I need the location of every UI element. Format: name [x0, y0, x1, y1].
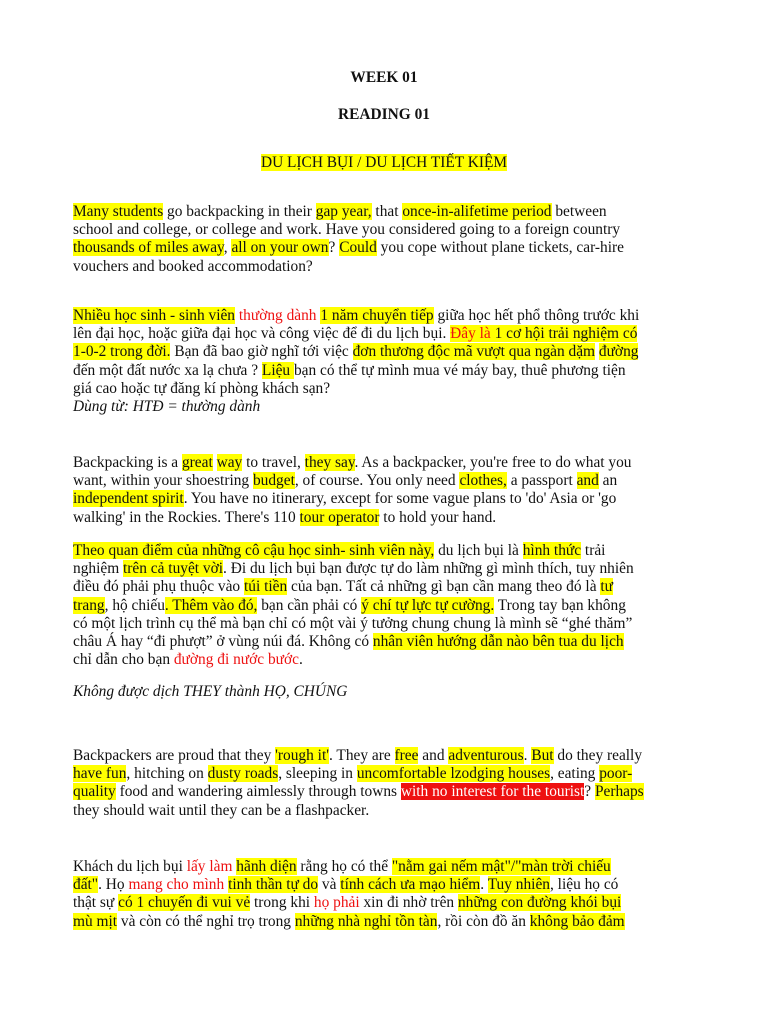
- highlighted-text: không bảo đảm: [529, 912, 625, 930]
- highlighted-text: Đây là: [450, 325, 495, 343]
- week-label: WEEK 01: [350, 69, 418, 86]
- text-line: [73, 398, 639, 416]
- text-line: [73, 560, 634, 578]
- highlighted-text: hãnh diện: [236, 858, 297, 875]
- highlighted-text: 1 cơ hội trải nghiệm có: [494, 325, 638, 343]
- highlighted-text: poor-: [599, 765, 633, 783]
- text-line: [73, 747, 644, 765]
- text-line: [73, 239, 624, 257]
- highlighted-text: tour operator: [299, 508, 380, 526]
- paragraph-vietnamese-3: [73, 858, 625, 931]
- text-line: [73, 325, 639, 343]
- text-segment: thường dành: [238, 307, 317, 324]
- text-segment: lấy làm: [186, 858, 233, 875]
- highlighted-text: tư: [600, 578, 613, 596]
- text-line: [73, 258, 624, 276]
- text-segment: you cope without plane tickets, car-hire: [376, 239, 624, 257]
- text-segment: . As a backpacker, you're free to do what you: [354, 454, 632, 471]
- highlighted-text: Theo quan điểm của những cô cậu học sinh- sinh viên này,: [73, 542, 435, 559]
- text-line: [73, 221, 624, 239]
- text-segment: go backpacking in their: [163, 203, 316, 220]
- text-line: [73, 509, 632, 527]
- text-segment: , hộ chiếu: [104, 596, 165, 614]
- highlighted-text: Liệu: [261, 361, 294, 379]
- topic-label: DU LỊCH BỤI / DU LỊCH TIẾT KIỆM: [260, 154, 508, 171]
- text-segment: , hitching on: [126, 765, 208, 783]
- text-segment: đến một đất nước xa lạ chưa ?: [73, 361, 262, 379]
- paragraph-english-3: [73, 747, 644, 820]
- text-line: [73, 615, 634, 633]
- highlighted-text: dusty roads: [207, 765, 279, 783]
- highlighted-text: uncomfortable lzodging houses: [356, 765, 551, 783]
- text-segment: lên đại học, hoặc giữa đại học và công việc để đi du lịch bụi.: [73, 325, 451, 343]
- highlighted-text: tính cách ưa mạo hiểm: [340, 876, 481, 894]
- text-line: [73, 542, 634, 560]
- text-segment: to travel,: [242, 454, 305, 471]
- highlighted-text: "nằm gai nếm mật"/"màn trời chiếu: [391, 858, 611, 875]
- paragraph-vietnamese-2: [73, 542, 634, 669]
- text-segment: Dùng từ: HTĐ = thường dành: [73, 397, 261, 415]
- text-segment: . You have no itinerary, except for some vague plans to 'do' Asia or 'go: [183, 490, 617, 508]
- text-line: [73, 858, 625, 876]
- highlighted-text: Many students: [73, 203, 164, 220]
- highlighted-text: mù mịt: [73, 912, 118, 930]
- reading-title: [0, 105, 768, 125]
- text-segment: du lịch bụi là: [434, 542, 523, 559]
- note-text: Không được dịch THEY thành HỌ, CHÚNG: [73, 683, 348, 700]
- text-segment: ?: [584, 783, 595, 801]
- reading-label: READING 01: [338, 106, 430, 123]
- text-segment: , sleeping in: [278, 765, 357, 783]
- text-line: [73, 490, 632, 508]
- text-segment: xin đi nhờ trên: [359, 894, 458, 912]
- highlighted-text: adventurous: [448, 747, 524, 764]
- highlighted-text: đường: [598, 343, 639, 361]
- text-line: [73, 362, 639, 380]
- highlighted-text: 1-0-2 trong đời.: [73, 343, 171, 361]
- text-segment: giữa học hết phổ thông trước khi: [433, 307, 640, 324]
- highlighted-text: Nhiều học sinh - sinh viên: [73, 307, 236, 324]
- highlighted-text: they say: [304, 454, 355, 471]
- highlighted-text: thousands of miles away: [73, 239, 224, 257]
- text-line: [73, 783, 644, 801]
- text-line: [73, 472, 632, 490]
- text-segment: school and college, or college and work. Have you considered going to a foreign country: [73, 221, 621, 239]
- week-title: [0, 68, 768, 88]
- text-segment: Backpacking is a: [73, 454, 182, 471]
- highlighted-text: with no interest for the tourist: [400, 783, 585, 801]
- highlighted-text: đất": [73, 876, 99, 894]
- highlighted-text: Perhaps: [594, 783, 644, 801]
- text-segment: thật sự: [73, 894, 119, 912]
- text-segment: , rồi còn đồ ăn: [437, 912, 530, 930]
- text-segment: that: [371, 203, 403, 220]
- highlighted-text: independent spirit: [73, 490, 184, 508]
- text-segment: châu Á hay “đi phượt” ở vùng núi đá. Không có: [73, 632, 373, 650]
- text-segment: . They are: [329, 747, 395, 764]
- text-line: [73, 765, 644, 783]
- text-segment: đường đi nước bước: [173, 651, 299, 669]
- highlighted-text: have fun: [73, 765, 127, 783]
- highlighted-text: free: [394, 747, 419, 764]
- text-line: [73, 454, 632, 472]
- paragraph-vietnamese-1: [73, 307, 639, 416]
- highlighted-text: all on your own: [231, 239, 329, 257]
- text-line: [73, 203, 624, 221]
- text-segment: họ phải: [313, 894, 360, 912]
- text-segment: they should wait until they can be a flashpacker.: [73, 801, 370, 819]
- text-line: [73, 651, 634, 669]
- highlighted-text: great: [181, 454, 213, 471]
- text-segment: trải: [581, 542, 606, 559]
- highlighted-text: Tuy nhiên: [487, 876, 550, 894]
- highlighted-text: 'rough it': [275, 747, 329, 764]
- text-line: [73, 343, 639, 361]
- text-segment: . Đi du lịch bụi bạn được tự do làm những gì mình thích, tuy nhiên: [223, 560, 634, 578]
- highlighted-text: But: [531, 747, 554, 764]
- text-segment: want, within your shoestring: [73, 472, 253, 490]
- text-segment: nghiệm: [73, 560, 124, 578]
- text-segment: . Họ: [98, 876, 129, 894]
- highlighted-text: once-in-alifetime period: [402, 203, 552, 220]
- text-segment: and: [418, 747, 449, 764]
- highlighted-text: tinh thần tự do: [228, 876, 319, 894]
- text-segment: và: [318, 876, 341, 894]
- text-segment: , eating: [550, 765, 600, 783]
- text-segment: to hold your hand.: [379, 508, 497, 526]
- highlighted-text: clothes,: [459, 472, 507, 490]
- text-line: [73, 802, 644, 820]
- text-segment: có một lịch trình cụ thể mà bạn chỉ có một vài ý tưởng chung chung là mình sẽ “ghé thăm”: [73, 614, 633, 632]
- highlighted-text: nhân viên hướng dẫn nào bên tua du lịch: [372, 632, 624, 650]
- text-segment: Bạn đã bao giờ nghĩ tới việc: [170, 343, 353, 361]
- highlighted-text: những con đường khói bụi: [457, 894, 622, 912]
- text-segment: bạn có thể tự mình mua vé máy bay, thuê phương tiện: [293, 361, 626, 379]
- text-segment: mang cho mình: [128, 876, 225, 894]
- highlighted-text: trang: [73, 596, 105, 614]
- text-segment: .: [480, 876, 488, 894]
- text-segment: walking' in the Rockies. There's 110: [73, 508, 300, 526]
- text-segment: rằng họ có thể: [296, 858, 392, 875]
- text-segment: Khách du lịch bụi: [73, 858, 187, 875]
- highlighted-text: 1 năm chuyển tiếp: [320, 307, 434, 324]
- text-line: [73, 578, 634, 596]
- text-segment: , of course. You only need: [294, 472, 460, 490]
- highlighted-text: có 1 chuyến đi vui vẻ: [118, 894, 251, 912]
- text-segment: ?: [328, 239, 340, 257]
- paragraph-english-1: [73, 203, 624, 276]
- highlighted-text: những nhà nghỉ tồn tàn: [294, 912, 438, 930]
- text-segment: Backpackers are proud that they: [73, 747, 276, 764]
- text-line: [73, 633, 634, 651]
- highlighted-text: budget: [252, 472, 295, 490]
- highlighted-text: way: [216, 454, 243, 471]
- text-segment: an: [598, 472, 618, 490]
- text-segment: chỉ dẫn cho bạn: [73, 651, 174, 669]
- highlighted-text: trên cả tuyệt vời: [123, 560, 224, 578]
- text-segment: vouchers and booked accommodation?: [73, 257, 313, 275]
- translation-note: [73, 683, 347, 701]
- highlighted-text: and: [576, 472, 599, 490]
- text-segment: trong khi: [250, 894, 314, 912]
- text-line: [73, 876, 625, 894]
- text-line: [73, 380, 639, 398]
- text-segment: giá cao hoặc tự đăng kí phòng khách sạn?: [73, 379, 331, 397]
- paragraph-english-2: [73, 454, 632, 527]
- text-segment: điều đó phải phụ thuộc vào: [73, 578, 244, 596]
- text-segment: do they really: [553, 747, 643, 764]
- highlighted-text: túi tiền: [243, 578, 288, 596]
- text-segment: food and wandering aimlessly through towns: [115, 783, 401, 801]
- text-segment: between: [551, 203, 607, 220]
- text-line: [73, 597, 634, 615]
- text-segment: ,: [223, 239, 232, 257]
- highlighted-text: hình thức: [522, 542, 582, 559]
- highlighted-text: ý chí tự lực tự cường.: [361, 596, 495, 614]
- highlighted-text: đơn thương độc mã vượt qua ngàn dặm: [352, 343, 596, 361]
- text-segment: , liệu họ có: [549, 876, 619, 894]
- text-segment: và còn có thể nghỉ trọ trong: [117, 912, 295, 930]
- text-segment: .: [523, 747, 532, 764]
- highlighted-text: Could: [339, 239, 377, 257]
- text-line: [73, 913, 625, 931]
- text-segment: a passport: [506, 472, 577, 490]
- highlighted-text: quality: [73, 783, 116, 801]
- topic-title: [0, 153, 768, 173]
- highlighted-text: gap year,: [315, 203, 372, 220]
- text-segment: của bạn. Tất cả những gì bạn cần mang theo đó là: [287, 578, 601, 596]
- highlighted-text: . Thêm vào đó,: [164, 596, 258, 614]
- text-segment: bạn cần phải có: [257, 596, 362, 614]
- text-segment: Trong tay bạn không: [494, 596, 626, 614]
- text-line: [73, 307, 639, 325]
- text-line: [73, 894, 625, 912]
- text-segment: .: [298, 651, 303, 669]
